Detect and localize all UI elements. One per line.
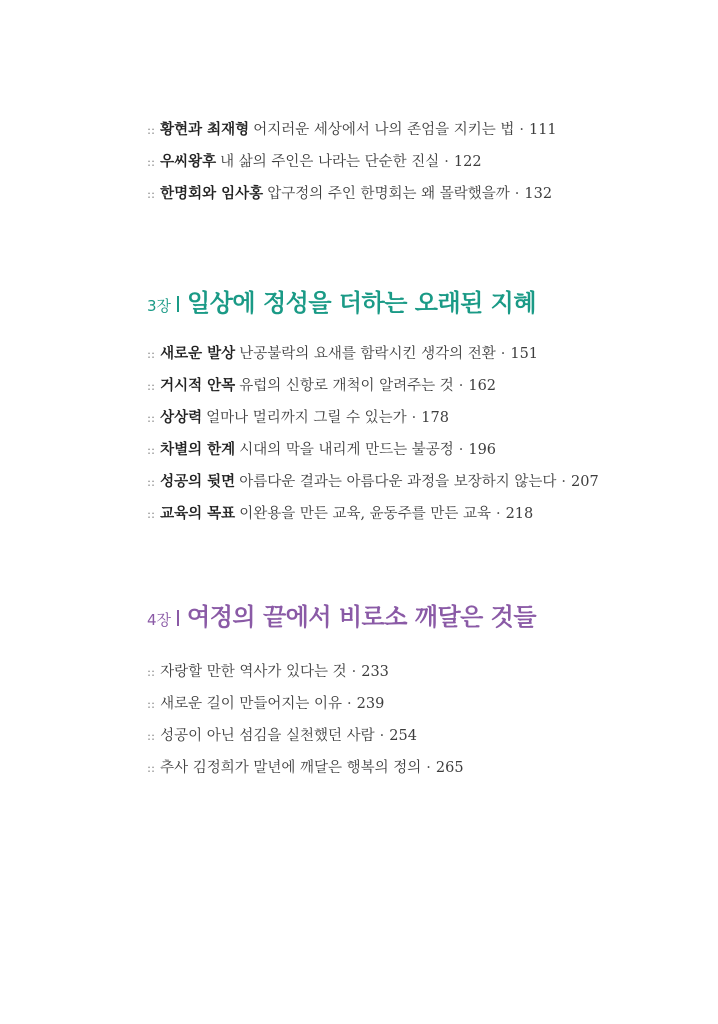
bullet-icon: :: (147, 475, 156, 489)
separator: · (561, 474, 566, 490)
separator: · (411, 410, 417, 426)
separator: · (458, 442, 464, 458)
entry-highlight: 우씨왕후 (160, 154, 217, 170)
entry-description: 내 삶의 주인은 나라는 단순한 진실 (220, 154, 440, 170)
page-number: 207 (571, 474, 599, 490)
bullet-icon: :: (147, 155, 156, 169)
page-number: 254 (389, 728, 417, 744)
toc-entry[interactable] (147, 370, 687, 402)
toc-entry[interactable] (147, 146, 687, 178)
bullet-icon: :: (147, 347, 156, 361)
entry-description: 시대의 막을 내리게 만드는 불공정 (239, 442, 454, 458)
entry-highlight: 한명회와 임사홍 (160, 186, 264, 202)
chapter-divider (177, 610, 179, 626)
entry-description: 난공불락의 요새를 함락시킨 생각의 전환 (239, 346, 496, 362)
separator: · (514, 186, 520, 202)
page-number: 218 (505, 506, 534, 522)
toc-entry[interactable] (147, 720, 687, 752)
bullet-icon: :: (147, 411, 156, 425)
entry-description: 추사 김정희가 말년에 깨달은 행복의 정의 (160, 760, 422, 776)
entry-description: 얼마나 멀리까지 그릴 수 있는가 (206, 410, 407, 426)
toc-entry[interactable] (147, 114, 687, 146)
page-number: 265 (435, 760, 464, 776)
entry-description: 어지러운 세상에서 나의 존엄을 지키는 법 (253, 122, 515, 138)
toc-entry[interactable] (147, 752, 687, 784)
chapter-number: 4장 (147, 611, 172, 629)
separator: · (379, 728, 385, 744)
page-number: 178 (421, 410, 449, 426)
entry-description: 압구정의 주인 한명회는 왜 몰락했을까 (267, 186, 510, 202)
entry-highlight: 황현과 최재형 (160, 122, 250, 138)
toc-entry[interactable] (147, 688, 687, 720)
page-number: 233 (361, 664, 389, 680)
page-number: 196 (468, 442, 497, 458)
page-number: 162 (468, 378, 497, 394)
separator: · (519, 122, 524, 138)
page-number: 132 (524, 186, 553, 202)
toc-entry[interactable] (147, 466, 687, 498)
separator: · (495, 506, 501, 522)
page-number: 111 (528, 122, 557, 138)
toc-entry[interactable] (147, 498, 687, 530)
entry-description: 새로운 길이 만들어지는 이유 (160, 696, 343, 712)
chapter-number: 3장 (147, 297, 172, 315)
chapter-divider (177, 296, 179, 312)
entry-highlight: 상상력 (160, 410, 203, 426)
page-number: 122 (453, 154, 482, 170)
bullet-icon: :: (147, 729, 156, 743)
bullet-icon: :: (147, 123, 156, 137)
bullet-icon: :: (147, 443, 156, 457)
entry-description: 자랑할 만한 역사가 있다는 것 (160, 664, 347, 680)
chapter-title: 일상에 정성을 더하는 오래된 지혜 (187, 289, 537, 317)
toc-entry[interactable] (147, 178, 687, 210)
bullet-icon: :: (147, 697, 156, 711)
separator: · (500, 346, 506, 362)
toc-entry[interactable] (147, 434, 687, 466)
toc-entry[interactable] (147, 402, 687, 434)
bullet-icon: :: (147, 507, 156, 521)
bullet-icon: :: (147, 187, 156, 201)
entry-highlight: 차별의 한계 (160, 442, 236, 458)
chapter-4-entries (147, 656, 687, 784)
separator: · (426, 760, 431, 776)
entry-highlight: 거시적 안목 (160, 378, 236, 394)
bullet-icon: :: (147, 665, 156, 679)
toc-entry[interactable] (147, 656, 687, 688)
page-number: 151 (510, 346, 539, 362)
separator: · (351, 664, 357, 680)
chapter-3-entries (147, 338, 687, 530)
separator: · (458, 378, 464, 394)
page-number: 239 (356, 696, 385, 712)
entry-description: 유럽의 신항로 개척이 알려주는 것 (239, 378, 454, 394)
entry-description: 아름다운 결과는 아름다운 과정을 보장하지 않는다 (239, 474, 557, 490)
entry-highlight: 성공의 뒷면 (160, 474, 236, 490)
toc-section-continued (147, 114, 687, 210)
entry-description: 이완용을 만든 교육, 윤동주를 만든 교육 (239, 506, 491, 522)
entry-highlight: 교육의 목표 (160, 506, 236, 522)
bullet-icon: :: (147, 379, 156, 393)
chapter-title: 여정의 끝에서 비로소 깨달은 것들 (187, 603, 537, 631)
entry-highlight: 새로운 발상 (160, 346, 236, 362)
toc-entry[interactable] (147, 338, 687, 370)
chapter-4-heading[interactable] (147, 597, 536, 632)
chapter-3-heading[interactable] (147, 283, 536, 318)
bullet-icon: :: (147, 761, 156, 775)
entry-description: 성공이 아닌 섬김을 실천했던 사람 (160, 728, 375, 744)
separator: · (347, 696, 352, 712)
separator: · (444, 154, 449, 170)
